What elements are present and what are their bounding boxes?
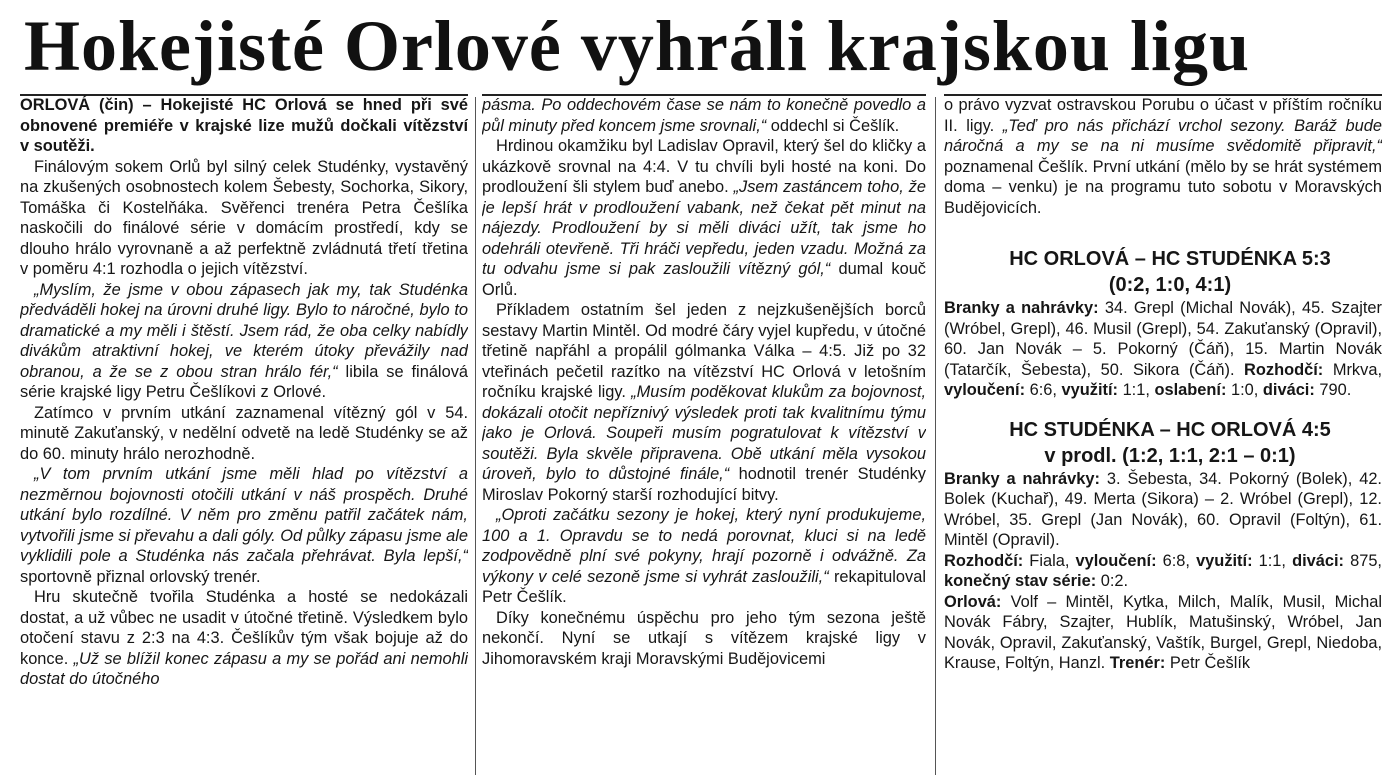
paragraph: Díky konečnému úspěchu pro jeho tým sezona ještě nekončí. Nyní se utkají s vítězem krajské ligy v Jihomoravském kraji Moravskými Budějovicemi bbox=[482, 608, 926, 668]
text: 1:0, bbox=[1226, 381, 1259, 399]
quote: „V tom prvním utkání jsme měli hlad po vítězství a nezměrnou bojovnosti otočili utkání v náš prospěch. Druhé utkání bylo rozdílné. V něm pro změnu patřil začátek nám, vytvořili jsme si převahu a dali góly. Od půlky zápasu jsme ale vyklidili pole a Studénka nás začala přehrávat. Byla lepší,“ bbox=[20, 465, 468, 565]
article-column-3 bbox=[944, 95, 1382, 775]
text: rekapituloval Petr Češlík. bbox=[482, 567, 926, 606]
text: dumal kouč Orlů. bbox=[482, 260, 926, 299]
quote: „Musím poděkovat klukům za bojovnost, dokázali otočit nepříznivý výsledek proti tak kvalitnímu týmu jako je Orlová. Soupeři musím pogratulovat k vítězství v soutěži. Byla skvěle připravena. Obě utkání měla vysokou úroveň, bylo to důstojné finále,“ bbox=[482, 383, 926, 483]
spacer bbox=[944, 401, 1382, 417]
label: Branky a nahrávky: bbox=[944, 299, 1099, 317]
paragraph: Zatímco v prvním utkání zaznamenal vítězný gól v 54. minutě Zakuťanský, v nedělní odvetě na ledě Studénky se až do 60. minuty hrálo nerozhodně. bbox=[20, 403, 468, 463]
text: oddechl si Češlík. bbox=[766, 116, 900, 135]
spacer bbox=[944, 218, 1382, 246]
quote: „Jsem zastáncem toho, že je lepší hrát v prodloužení vabank, než čekat pět minut na nájezdy. Prodloužení by si měli diváci užít, tak jsme ho odehráli otevřeně. Tři hráči vepředu, jeden vzadu. Možná za tu odvahu jsme si pak zasloužili vítězný gól,“ bbox=[482, 178, 926, 278]
text: 6:6, bbox=[1025, 381, 1057, 399]
label: diváci: bbox=[1285, 551, 1344, 570]
label: Trenér: bbox=[1105, 654, 1166, 672]
text: 1:1, bbox=[1252, 551, 1286, 570]
text: 34. Grepl (Michal Novák), 45. Szajter (Wróbel, Grepl), 46. Musil (Grepl), 54. Zakuťanský (Opravil), 60. Jan Novák – 5. Pokorný (Čáň), 15. Martin Novák (Tatarčík, Šebesta), 50. Sikora (Čáň). bbox=[944, 299, 1382, 379]
label: diváci: bbox=[1258, 381, 1315, 399]
paragraph bbox=[20, 587, 468, 690]
text: 0:2. bbox=[1096, 572, 1129, 590]
text: Petr Češlík bbox=[1165, 654, 1251, 672]
text: 790. bbox=[1314, 381, 1352, 399]
text: sportovně přiznal orlovský trenér. bbox=[20, 567, 261, 586]
paragraph bbox=[20, 464, 468, 587]
text: 3. Šebesta, 34. Pokorný (Bolek), 42. Bolek (Kuchař), 49. Merta (Sikora) – 2. Wróbel (Grepl), 12. Wróbel, 35. Grepl (Jan Novák), 60. Opravil (Foltýn), 61. Mintěl (Opravil). bbox=[944, 469, 1382, 549]
result-lineup bbox=[944, 592, 1382, 674]
result-periods: (0:2, 1:0, 4:1) bbox=[1108, 274, 1232, 296]
paragraph bbox=[482, 300, 926, 505]
result-details bbox=[944, 469, 1382, 551]
text: Příkladem ostatním šel jeden z nejzkušenějších borců sestavy Martin Mintěl. Od modré čáry vyjel kupředu, v útočné třetině napřáhl a propálil gólmanka Válka – 4:5. Již po 32 vteřinách pečetil razítko na vítězství HC Orlová v letošním ročníku krajské ligy. bbox=[482, 301, 926, 401]
text: hodnotil trenér Studénky Miroslav Pokorný starší rozhodující bitvy. bbox=[482, 465, 926, 504]
paragraph bbox=[482, 505, 926, 608]
quote: pásma. Po oddechovém čase se nám to konečně povedlo a půl minuty před koncem jsme srovnali,“ bbox=[482, 96, 926, 135]
quote: „Oproti začátku sezony je hokej, který nyní produkujeme, 100 a 1. Opravdu se to nedá porovnat, kluci si na ledě zodpovědně plní své pokyny, hrají pozorně i odvážně. Za výkony v celé sezoně jsme si vyhrát zasloužili,“ bbox=[482, 506, 926, 586]
quote: „Už se blížil konec zápasu a my se pořád ani nemohli dostat do útočného bbox=[20, 649, 468, 688]
text: Hru skutečně tvořila Studénka a hosté se nedokázali dostat, a už vůbec ne usadit v útočné třetině. Výsledkem bylo otočení stavu z 2:3 na 4:3. Češlíkův tým však bojuje až do konce. bbox=[20, 588, 468, 668]
paragraph bbox=[944, 95, 1382, 218]
paragraph bbox=[20, 280, 468, 403]
article-lead: ORLOVÁ (čin) – Hokejisté HC Orlová se hned při své obnovené premiéře v krajské lize mužů dočkali vítězství v soutěži. bbox=[20, 96, 468, 155]
label: využití: bbox=[1061, 381, 1119, 399]
quote: „Myslím, že jsme v obou zápasech jak my, tak Studénka předváděli hokej na úrovni druhé ligy. Bylo to náročné, bylo to dramatické a my měli i štěstí. Jsem rád, že oba celky nabídly divákům atraktivní hokej, ve kterém útoky převážily nad obranou, a že se z obou stran hrálo fér,“ bbox=[20, 280, 468, 381]
result-title: HC ORLOVÁ – HC STUDÉNKA 5:3 bbox=[1009, 248, 1331, 270]
label: Orlová: bbox=[944, 592, 1002, 611]
label: oslabení: bbox=[1149, 381, 1227, 399]
text: 6:8, bbox=[1156, 551, 1190, 570]
text: poznamenal Češlík. První utkání (mělo by se hrát systémem doma – venku) je na programu tuto sobotu v Moravských Budějovicích. bbox=[944, 157, 1382, 217]
result-title: HC STUDÉNKA – HC ORLOVÁ 4:5 bbox=[1009, 418, 1331, 441]
result-box-1 bbox=[944, 246, 1382, 401]
label: konečný stav série: bbox=[944, 572, 1097, 590]
result-box-2 bbox=[944, 417, 1382, 674]
quote: „Teď pro nás přichází vrchol sezony. Baráž bude náročná a my se na ni musíme svědomitě připravit,“ bbox=[944, 116, 1382, 155]
result-details bbox=[944, 298, 1382, 401]
text: Fiala, bbox=[1023, 551, 1070, 570]
text: o právo vyzvat ostravskou Porubu o účast v příštím ročníku II. ligy. bbox=[944, 96, 1382, 135]
column-separator bbox=[935, 97, 936, 775]
label: vyloučení: bbox=[1069, 551, 1157, 570]
article-column-1 bbox=[20, 95, 468, 775]
text: Hrdinou okamžiku byl Ladislav Opravil, který šel do kličky a ukázkově srovnal na 4:4. V tu chvíli byli hosté na koni. Do prodloužení šli stylem buď anebo. bbox=[482, 137, 926, 196]
article-column-2 bbox=[482, 95, 926, 775]
paragraph bbox=[482, 95, 926, 136]
paragraph bbox=[482, 136, 926, 300]
text: Mrkva, bbox=[1323, 360, 1382, 379]
paragraph: Finálovým sokem Orlů byl silný celek Studénky, vystavěný na zkušených osobnostech kolem Šebesty, Sochorka, Sikory, Tomáška či Kostelňáka. Svěřenci trenéra Petra Češlíka naskočili do finálové série v domácím prostředí, kdy se dlouho hrálo vyrovnaně a až perfektně zvládnutá třetí třetina v poměru 4:1 rozhodla o jejich vítězství. bbox=[20, 157, 468, 278]
column-separator bbox=[475, 97, 476, 775]
label: Branky a nahrávky: bbox=[944, 469, 1100, 488]
result-periods: v prodl. (1:2, 1:1, 2:1 – 0:1) bbox=[1044, 444, 1296, 467]
label: vyloučení: bbox=[944, 381, 1026, 399]
text: 875, bbox=[1344, 551, 1382, 570]
label: Rozhodčí: bbox=[1234, 360, 1324, 379]
article-headline: Hokejisté Orlové vyhráli krajskou ligu bbox=[24, 6, 1250, 86]
label: využití: bbox=[1189, 551, 1253, 570]
text: 1:1, bbox=[1118, 381, 1150, 399]
text: Volf – Mintěl, Kytka, Milch, Malík, Musil, Michal Novák Fábry, Szajter, Hublík, Matušinský, Wróbel, Jan Novák, Opravil, Zakuťanský, Vaštík, Burgel, Grepl, Niedoba, Krause, Foltýn, Hanzl. bbox=[944, 592, 1382, 672]
result-officials bbox=[944, 551, 1382, 592]
text: libila se finálová série krajské ligy Petru Češlíkovi z Orlové. bbox=[20, 362, 468, 401]
label: Rozhodčí: bbox=[944, 551, 1024, 570]
